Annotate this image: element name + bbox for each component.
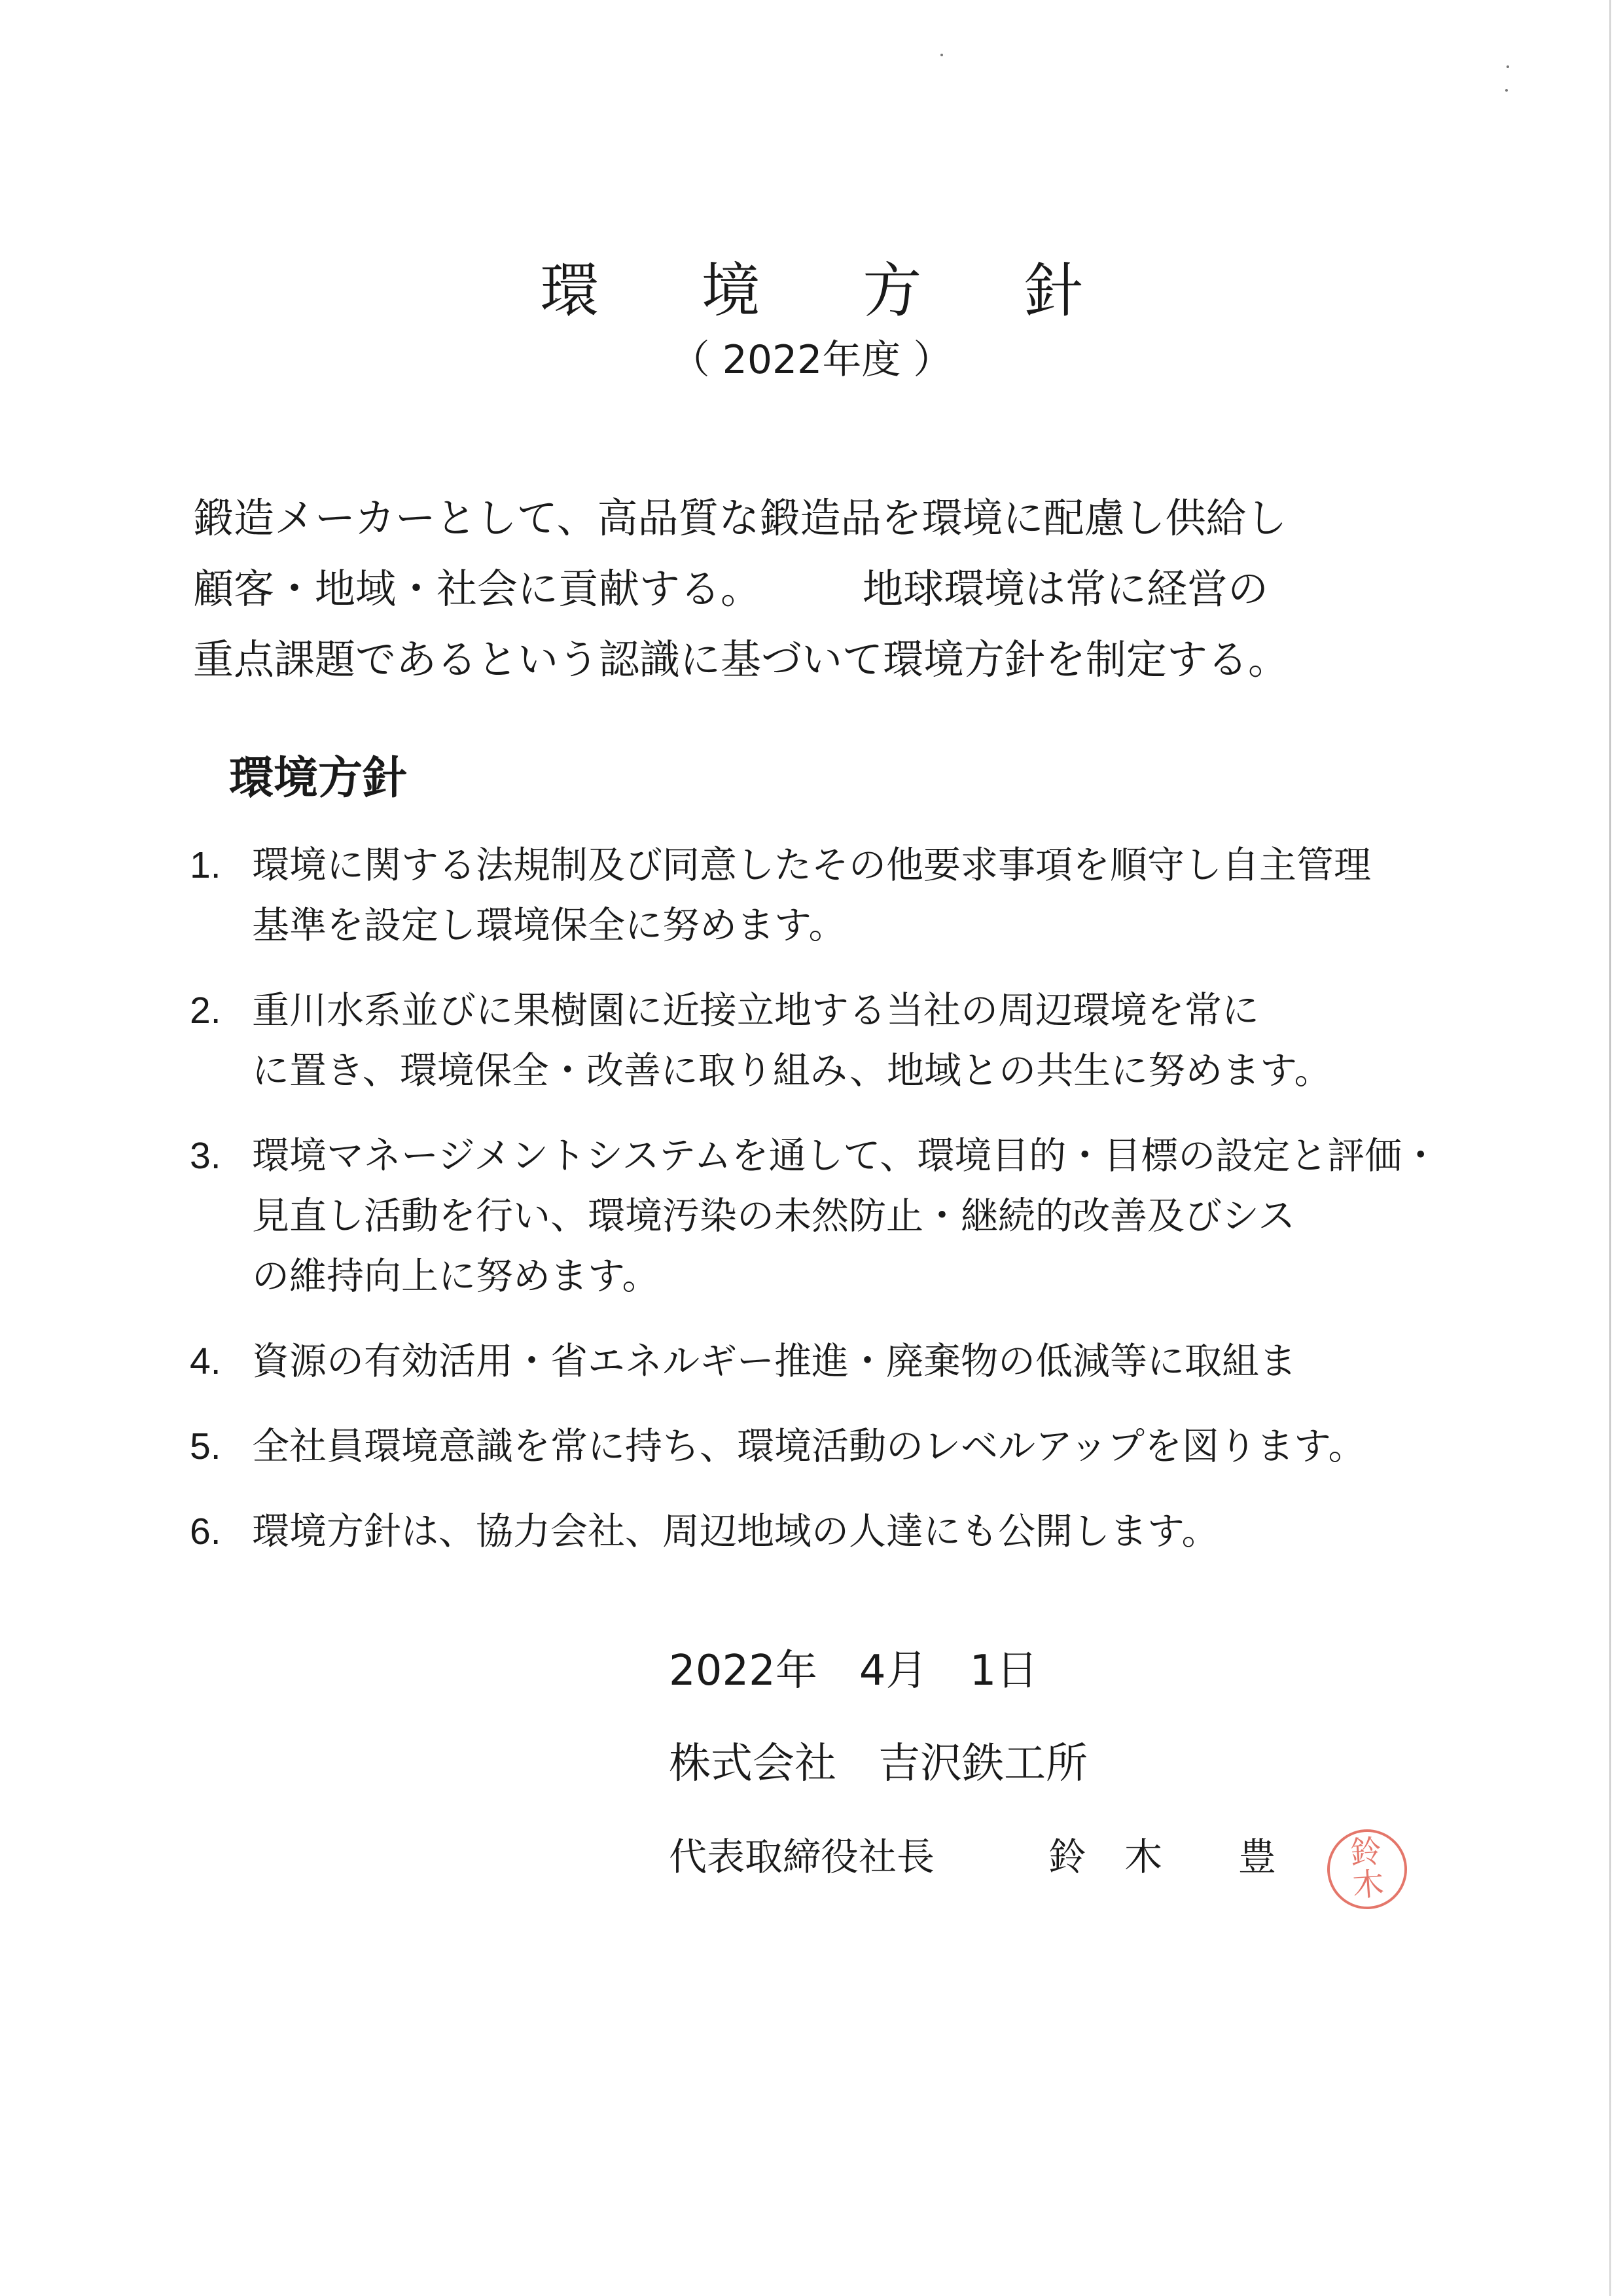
intro-paragraph [193,483,1535,695]
policy-item-line: 全社員環境意識を常に持ち、環境活動のレベルアップを図ります。 [252,1425,1366,1468]
policy-item [190,1126,1590,1306]
policy-item-number: 3. [190,1135,221,1177]
policy-item [190,1416,1590,1477]
scan-speck [940,54,943,56]
policy-item-line: 基準を設定し環境保全に努めます。 [252,904,846,947]
policy-item-line: 環境マネージメントシステムを通して、環境目的・目標の設定と評価・ [252,1134,1440,1177]
policy-item-number: 2. [190,990,221,1031]
policy-item-line: 環境方針は、協力会社、周辺地域の人達にも公開します。 [252,1510,1219,1553]
policy-item-text [252,1416,1590,1477]
document-title: 環 境 方 針 [540,257,1125,325]
policy-item-text [252,835,1590,956]
intro-line: 顧客・地域・社会に貢献する。 地球環境は常に経営の [193,565,1269,613]
seal-character: 鈴 [1349,1833,1383,1872]
policy-item [190,835,1590,956]
policy-item-text [252,1331,1590,1391]
hanko-seal-icon [1325,1827,1410,1912]
policy-item-line: 見直し活動を行い、環境汚染の未然防止・継続的改善及びシス [252,1194,1296,1238]
intro-line: 鍛造メーカーとして、高品質な鍛造品を環境に配慮し供給し [193,494,1287,542]
company-name: 株式会社 吉沢鉄工所 [669,1740,1088,1788]
policy-item-text [252,980,1590,1101]
policy-item [190,1331,1590,1391]
document-subtitle: （ 2022年度 ） [670,337,953,383]
signatory-name: 代表取締役社長 鈴 木 豊 [669,1835,1277,1879]
policy-item-number: 6. [190,1511,221,1552]
policy-item-number: 5. [190,1426,221,1467]
policy-item [190,980,1590,1101]
issue-date: 2022年 4月 1日 [669,1647,1039,1695]
policy-item-text [252,1126,1590,1306]
policy-item-number: 1. [190,844,221,886]
policy-item-text [252,1501,1590,1562]
policy-item-number: 4. [190,1340,221,1382]
policy-item-line: の維持向上に努めます。 [252,1255,660,1298]
scan-speck [1507,65,1509,68]
policy-item [190,1501,1590,1562]
scan-speck [1505,89,1508,92]
seal-character: 木 [1351,1865,1385,1905]
policy-item-line: 重川水系並びに果樹園に近接立地する当社の周辺環境を常に [252,989,1259,1032]
policy-item-line: 資源の有効活用・省エネルギー推進・廃棄物の低減等に取組ま [252,1340,1296,1383]
intro-line: 重点課題であるという認識に基づいて環境方針を制定する。 [193,636,1289,683]
section-heading: 環境方針 [229,753,408,804]
policy-item-line: 環境に関する法規制及び同意したその他要求事項を順守し自主管理 [252,844,1371,887]
policy-item-line: に置き、環境保全・改善に取り組み、地域との共生に努めます。 [252,1049,1332,1092]
policy-list [190,835,1590,1562]
